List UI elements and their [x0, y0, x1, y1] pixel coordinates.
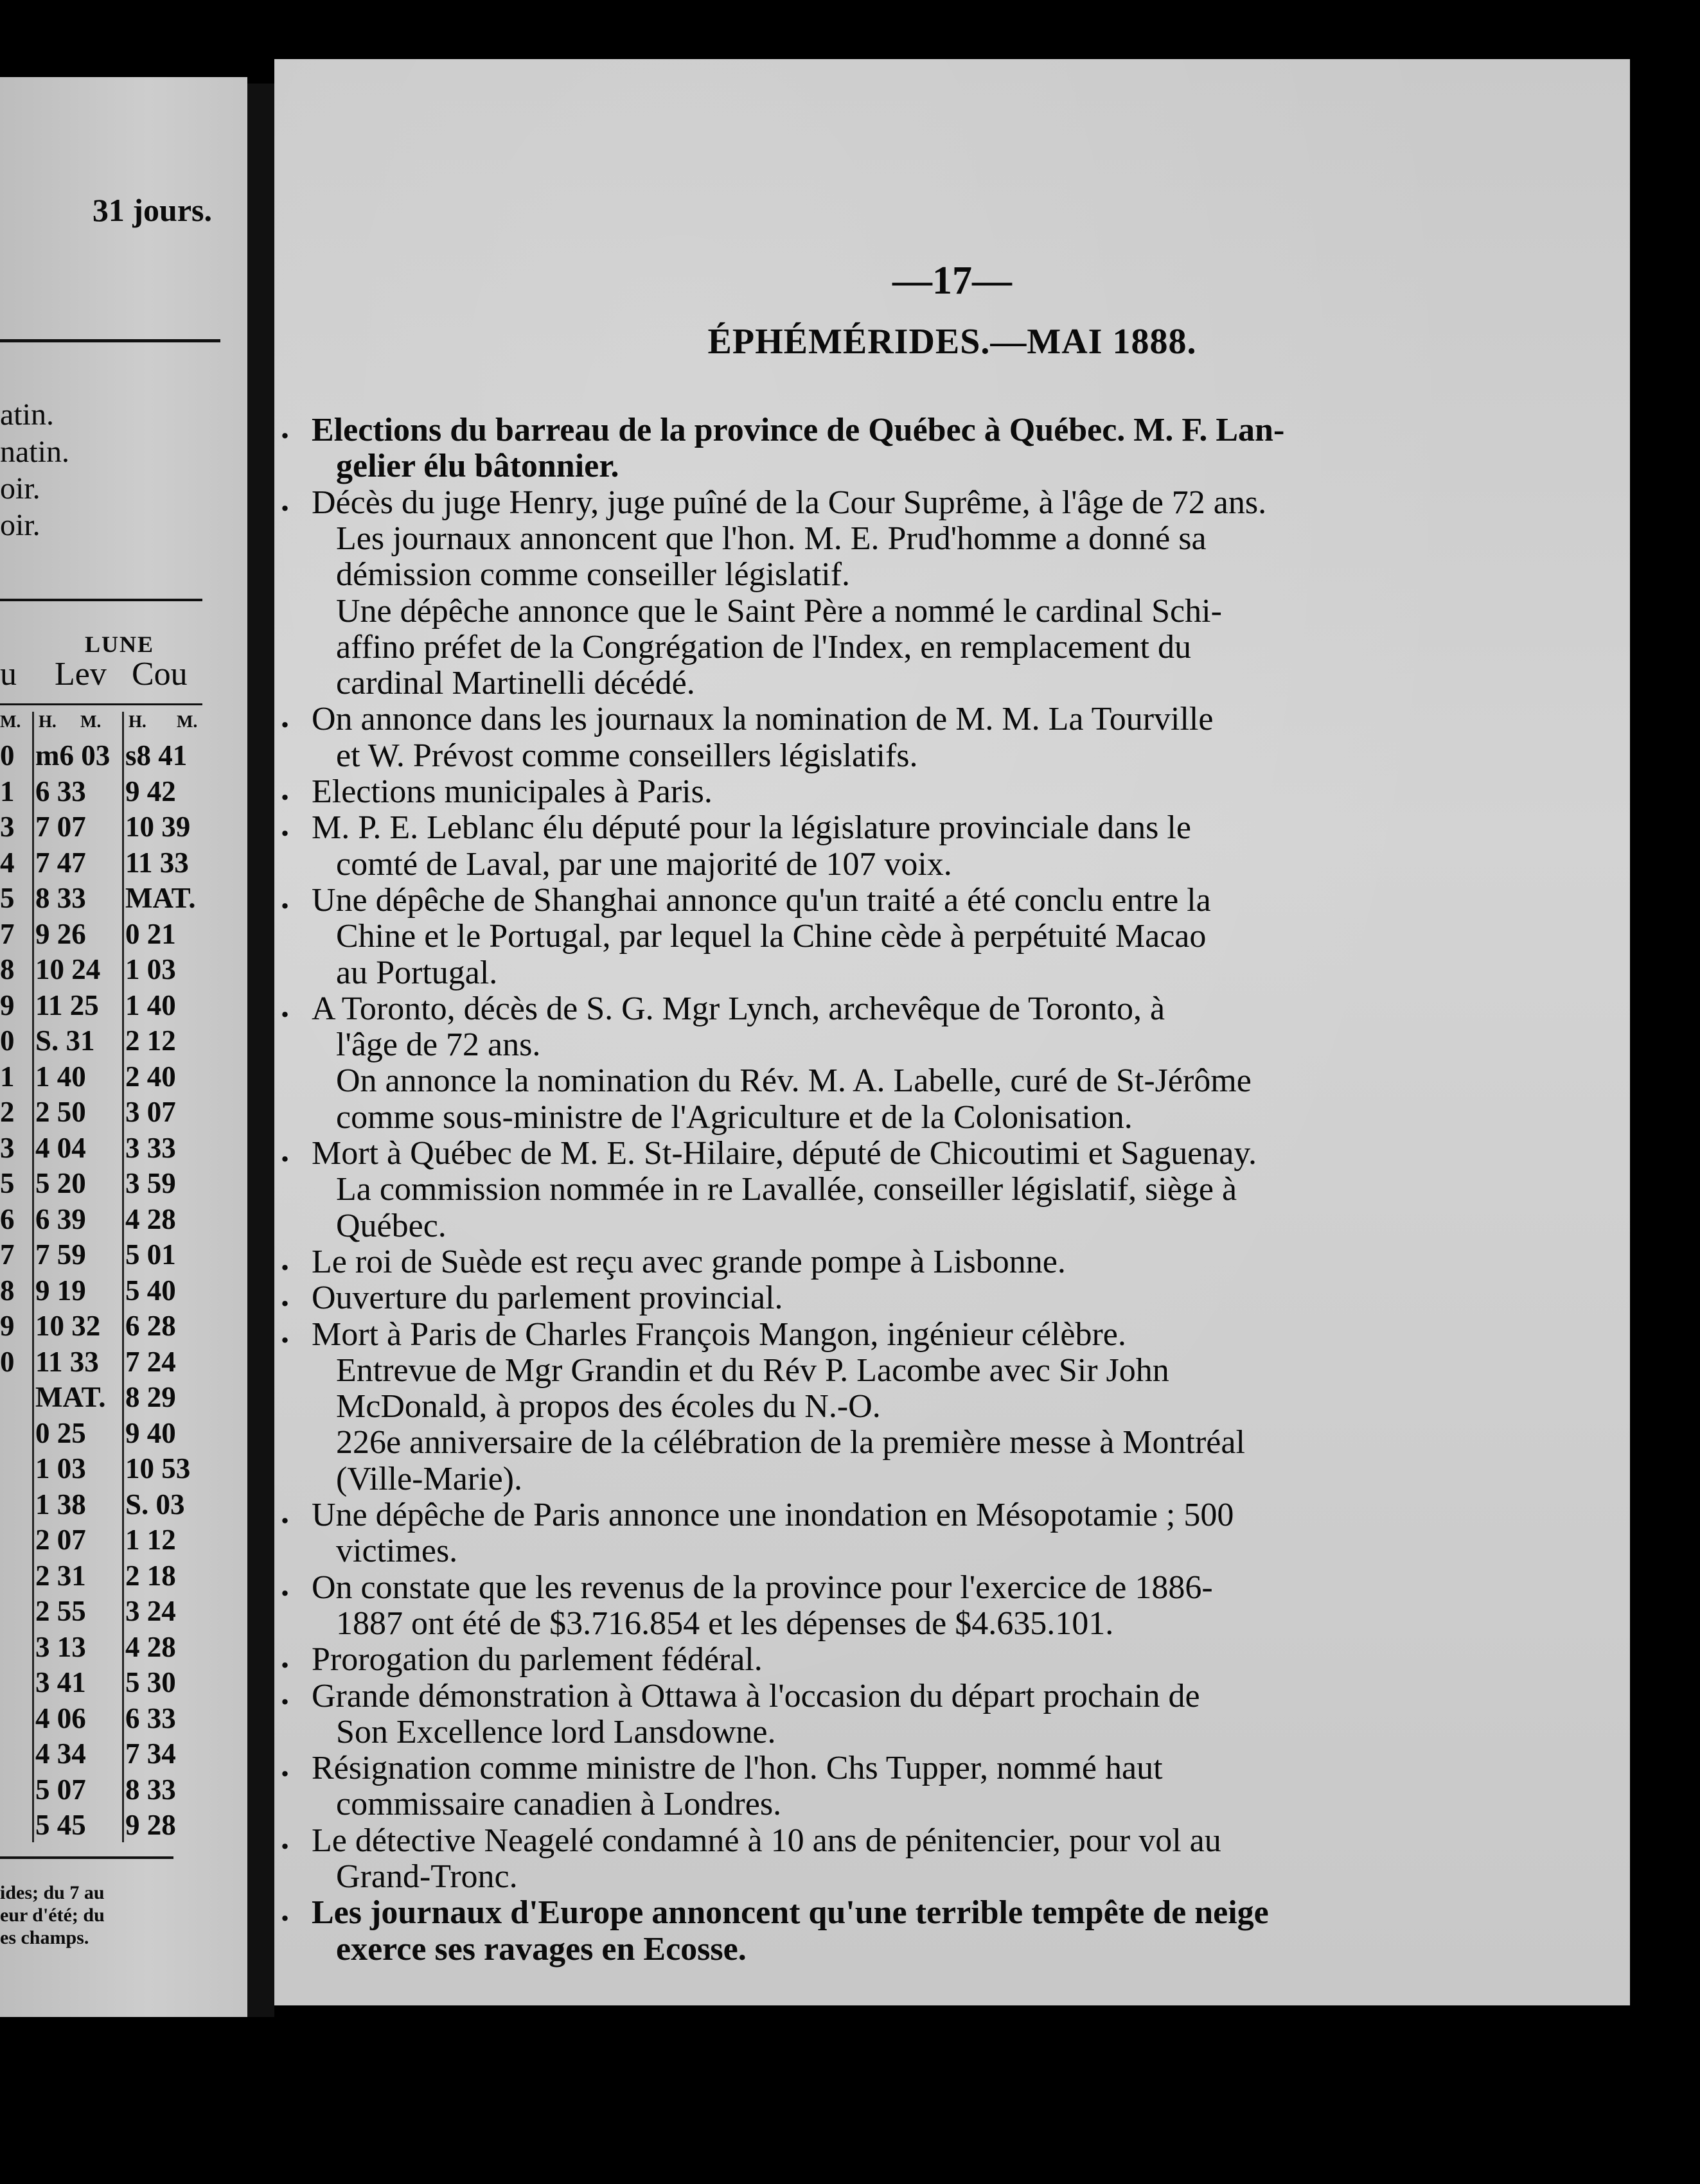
table-cell: 7 07 [35, 811, 86, 843]
table-cell: 1 38 [35, 1488, 86, 1520]
table-cell: 7 34 [125, 1738, 176, 1770]
table-cell: 9 26 [35, 917, 86, 950]
table-cell: 9 40 [125, 1416, 176, 1449]
entry-bullet: . [281, 1892, 289, 1929]
table-row [0, 1024, 218, 1059]
entry-bullet: . [281, 1747, 289, 1784]
table-row [0, 917, 218, 953]
lune-header: LUNE [85, 631, 155, 657]
entry-bullet: . [281, 1675, 289, 1712]
column-header: u [0, 656, 17, 692]
table-cell: 2 18 [125, 1559, 176, 1592]
column-header: Lev [55, 656, 107, 692]
table-cell: 4 04 [35, 1131, 86, 1164]
month-days-label: 31 jours. [92, 192, 212, 228]
table-cell: 9 42 [125, 775, 176, 807]
table-cell: 11 33 [125, 846, 189, 879]
table-cell: 6 28 [125, 1310, 176, 1342]
table-row [0, 1702, 218, 1737]
entry-line: Les journaux d'Europe annoncent qu'une terrible tempête de neige [312, 1894, 1269, 1932]
entry-line: On annonce dans les journaux la nomination de M. M. La Tourville [312, 701, 1214, 738]
table-cell: 2 40 [125, 1060, 176, 1093]
table-cell: MAT. [35, 1381, 106, 1413]
table-cell: 11 25 [35, 989, 99, 1021]
entry-line: Une dépêche annonce que le Saint Père a nommé le cardinal Schi- [336, 592, 1222, 630]
table-row [0, 989, 218, 1024]
table-cell: 10 39 [125, 811, 191, 843]
table-row [0, 846, 218, 881]
table-cell: 2 55 [35, 1595, 86, 1627]
text-fragment: atin. [0, 398, 54, 432]
entry-bullet: . [281, 1494, 289, 1531]
table-cell: 2 50 [35, 1096, 86, 1128]
table-cell: 5 20 [35, 1167, 86, 1199]
entry-line: Elections municipales à Paris. [312, 773, 713, 810]
table-cell: 6 33 [35, 775, 86, 807]
entry-line: Prorogation du parlement fédéral. [312, 1641, 763, 1678]
table-row [0, 775, 218, 810]
entry-bullet: . [281, 987, 289, 1025]
text-fragment: natin. [0, 435, 69, 469]
table-cell: 1 40 [35, 1060, 86, 1093]
entry-line: Grande démonstration à Ottawa à l'occasion du départ prochain de [312, 1677, 1200, 1714]
entry-bullet: . [281, 807, 289, 844]
table-cell: 7 [0, 917, 15, 950]
table-row [0, 1095, 218, 1131]
table-cell: 4 28 [125, 1202, 176, 1235]
table-cell: 2 31 [35, 1559, 86, 1592]
table-cell: 6 39 [35, 1202, 86, 1235]
table-cell: 8 33 [125, 1773, 176, 1806]
text-fragment: oir. [0, 508, 40, 542]
page-gutter [247, 84, 274, 2017]
entry-line: démission comme conseiller législatif. [336, 556, 851, 594]
table-cell: 11 33 [35, 1345, 99, 1378]
entry-line: Grand-Tronc. [336, 1858, 518, 1895]
entry-line: Le roi de Suède est reçu avec grande pompe à Lisbonne. [312, 1243, 1066, 1280]
table-row [0, 1630, 218, 1666]
entry-line: et W. Prévost comme conseillers législatifs. [336, 737, 918, 774]
divider [0, 339, 220, 342]
table-cell: 3 07 [125, 1096, 176, 1128]
table-cell: MAT. [125, 882, 196, 914]
table-cell: 3 33 [125, 1131, 176, 1164]
table-cell: 4 28 [125, 1630, 176, 1663]
entry-bullet: . [281, 409, 289, 446]
entry-line: au Portugal. [336, 954, 498, 991]
table-cell: 1 [0, 775, 15, 807]
table-row [0, 1666, 218, 1701]
table-cell: 1 03 [35, 1452, 86, 1484]
table-cell: 10 24 [35, 953, 101, 985]
table-cell: 0 [0, 739, 15, 771]
entry-line: Ouverture du parlement provincial. [312, 1280, 783, 1317]
entry-bullet: . [281, 1277, 289, 1314]
table-row [0, 1274, 218, 1309]
entry-line: La commission nommée in re Lavallée, conseiller législatif, siège à [336, 1171, 1237, 1208]
table-cell: 3 13 [35, 1630, 86, 1663]
entry-bullet: . [281, 1639, 289, 1676]
hm-header: H. [39, 712, 57, 731]
table-cell: 5 [0, 1167, 15, 1199]
table-cell: 3 24 [125, 1595, 176, 1627]
entry-bullet: . [281, 1240, 289, 1278]
table-cell: 5 01 [125, 1238, 176, 1271]
table-cell: 9 19 [35, 1274, 86, 1307]
entry-bullet: . [281, 1819, 289, 1856]
note-fragment: eur d'été; du [0, 1905, 105, 1926]
entry-line: Décès du juge Henry, juge puîné de la Cour Suprême, à l'âge de 72 ans. [312, 484, 1267, 521]
table-cell: 2 07 [35, 1524, 86, 1556]
table-cell: 1 40 [125, 989, 176, 1021]
table-row [0, 810, 218, 845]
table-row [0, 1131, 218, 1167]
divider [0, 599, 202, 601]
hm-header: M. [0, 712, 21, 731]
entry-line: Elections du barreau de la province de Québec à Québec. M. F. Lan- [312, 412, 1285, 448]
entry-bullet: . [281, 879, 289, 916]
entry-bullet: . [281, 481, 289, 518]
entry-line: A Toronto, décès de S. G. Mgr Lynch, archevêque de Toronto, à [312, 990, 1165, 1027]
entry-line: commissaire canadien à Londres. [336, 1786, 782, 1823]
column-header: Cou [132, 656, 188, 692]
table-cell: 7 [0, 1238, 15, 1271]
table-cell: 9 28 [125, 1809, 176, 1841]
table-cell: 7 47 [35, 846, 86, 879]
table-cell: 4 34 [35, 1738, 86, 1770]
entry-bullet: . [281, 698, 289, 735]
entry-line: On annonce la nomination du Rév. M. A. Labelle, curé de St-Jérôme [336, 1062, 1252, 1100]
entry-line: cardinal Martinelli décédé. [336, 665, 695, 702]
table-row [0, 1238, 218, 1273]
table-cell: 2 12 [125, 1025, 176, 1057]
entry-line: Le détective Neagelé condamné à 10 ans de pénitencier, pour vol au [312, 1822, 1221, 1859]
entry-line: Les journaux annoncent que l'hon. M. E. Prud'homme a donné sa [336, 520, 1207, 557]
table-row [0, 1167, 218, 1202]
table-cell: 8 [0, 953, 15, 985]
divider [0, 1856, 173, 1859]
page-number: —17— [892, 259, 1012, 303]
table-cell: 5 40 [125, 1274, 176, 1307]
entry-line: M. P. E. Leblanc élu député pour la législature provinciale dans le [312, 809, 1191, 847]
table-cell: 4 [0, 846, 15, 879]
table-cell: 3 [0, 1131, 15, 1164]
entry-bullet: . [281, 1313, 289, 1350]
table-cell: 3 41 [35, 1666, 86, 1698]
table-row [0, 1309, 218, 1344]
entry-line: Mort à Québec de M. E. St-Hilaire, député de Chicoutimi et Saguenay. [312, 1135, 1257, 1172]
entry-line: affino préfet de la Congrégation de l'Index, en remplacement du [336, 628, 1192, 665]
table-cell: 0 25 [35, 1416, 86, 1449]
table-row [0, 1523, 218, 1558]
table-row [0, 739, 218, 774]
table-cell: s8 41 [125, 739, 188, 771]
table-cell: 3 59 [125, 1167, 176, 1199]
text-fragment: oir. [0, 471, 40, 506]
table-cell: 9 [0, 989, 15, 1021]
entry-line: victimes. [336, 1533, 458, 1570]
entry-bullet: . [281, 1566, 289, 1603]
page-title: ÉPHÉMÉRIDES.—MAI 1888. [707, 322, 1197, 362]
note-fragment: ides; du 7 au [0, 1882, 105, 1903]
entry-line: (Ville-Marie). [336, 1460, 522, 1497]
table-cell: S. 03 [125, 1488, 185, 1520]
table-row [0, 953, 218, 988]
table-cell: 7 59 [35, 1238, 86, 1271]
table-row [0, 1559, 218, 1594]
entry-line: comté de Laval, par une majorité de 107 voix. [336, 845, 952, 883]
entry-line: Chine et le Portugal, par lequel la Chine cède à perpétuité Macao [336, 918, 1207, 955]
table-cell: 3 [0, 811, 15, 843]
table-cell: 2 [0, 1096, 15, 1128]
table-row [0, 1202, 218, 1238]
table-cell: 4 06 [35, 1702, 86, 1734]
table-cell: 1 [0, 1060, 15, 1093]
entry-line: Résignation comme ministre de l'hon. Chs Tupper, nommé haut [312, 1750, 1163, 1787]
table-cell: 1 12 [125, 1524, 176, 1556]
entry-line: Mort à Paris de Charles François Mangon, ingénieur célèbre. [312, 1316, 1126, 1353]
table-row [0, 1452, 218, 1487]
entry-bullet: . [281, 1132, 289, 1169]
entry-line: comme sous-ministre de l'Agriculture et de la Colonisation. [336, 1098, 1133, 1136]
table-row [0, 1416, 218, 1452]
table-cell: 10 32 [35, 1310, 101, 1342]
table-row [0, 1060, 218, 1095]
entry-line: 226e anniversaire de la célébration de la première messe à Montréal [336, 1424, 1245, 1461]
note-fragment: es champs. [0, 1927, 89, 1948]
table-cell: S. 31 [35, 1025, 95, 1057]
entry-line: exerce ses ravages en Ecosse. [336, 1930, 747, 1968]
entry-line: gelier élu bâtonnier. [336, 448, 619, 485]
table-cell: 5 45 [35, 1809, 86, 1841]
table-cell: 5 30 [125, 1666, 176, 1698]
left-page-fragment [0, 77, 247, 2017]
entry-line: Son Excellence lord Lansdowne. [336, 1713, 776, 1750]
hm-header: H. [128, 712, 146, 731]
table-row [0, 1808, 218, 1844]
table-row [0, 1345, 218, 1380]
table-cell: 0 [0, 1345, 15, 1378]
table-cell: 0 21 [125, 917, 176, 950]
table-cell: 6 33 [125, 1702, 176, 1734]
hm-header: M. [80, 712, 102, 731]
entry-line: Une dépêche de Paris annonce une inondation en Mésopotamie ; 500 [312, 1497, 1234, 1533]
entry-line: l'âge de 72 ans. [336, 1026, 541, 1064]
table-cell: 8 33 [35, 882, 86, 914]
table-cell: 8 29 [125, 1381, 176, 1413]
table-cell: 5 [0, 882, 15, 914]
table-row [0, 1488, 218, 1523]
table-row [0, 1380, 218, 1416]
entry-bullet: . [281, 771, 289, 807]
table-row [0, 1594, 218, 1630]
table-row [0, 881, 218, 917]
entry-line: 1887 ont été de $3.716.854 et les dépenses de $4.635.101. [336, 1605, 1114, 1642]
hm-header: M. [177, 712, 198, 731]
table-cell: 9 [0, 1310, 15, 1342]
divider [0, 703, 202, 705]
table-cell: 5 07 [35, 1773, 86, 1806]
table-cell: 1 03 [125, 953, 176, 985]
table-cell: 6 [0, 1202, 15, 1235]
entry-line: McDonald, à propos des écoles du N.-O. [336, 1388, 881, 1425]
entry-line: Québec. [336, 1207, 447, 1244]
table-cell: 8 [0, 1274, 15, 1307]
entry-line: On constate que les revenus de la province pour l'exercice de 1886- [312, 1569, 1213, 1606]
table-cell: 10 53 [125, 1452, 191, 1484]
entry-line: Une dépêche de Shanghai annonce qu'un traité a été conclu entre la [312, 881, 1211, 919]
table-cell: m6 03 [35, 739, 111, 771]
table-row [0, 1773, 218, 1808]
table-row [0, 1737, 218, 1772]
table-cell: 7 24 [125, 1345, 176, 1378]
entry-line: Entrevue de Mgr Grandin et du Rév P. Lacombe avec Sir John [336, 1352, 1169, 1389]
ephemerides-page [274, 59, 1630, 2005]
table-cell: 0 [0, 1025, 15, 1057]
